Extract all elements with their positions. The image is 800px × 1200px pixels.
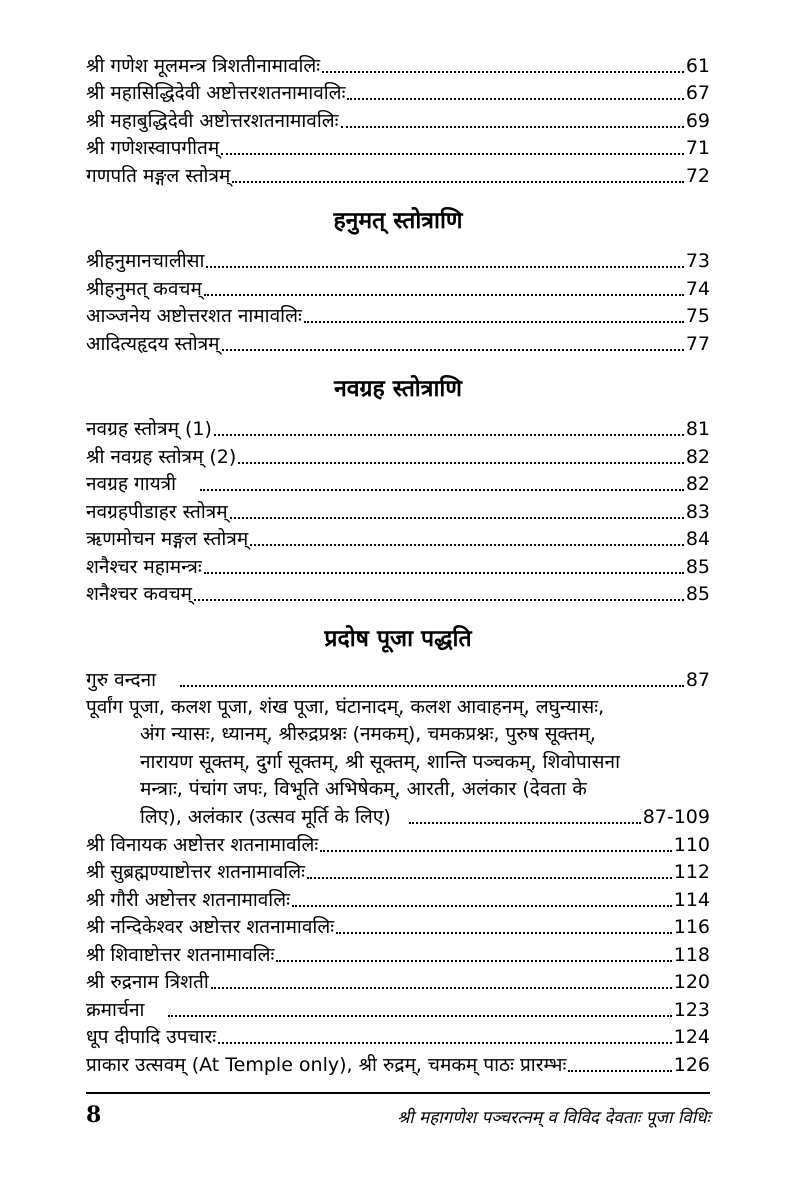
entry-title: श्रीहनुमानचालीसा	[86, 250, 205, 272]
entry-title: श्री विनायक अष्टोत्तर शतनामावलिः	[86, 833, 319, 856]
entry-page: 87-109	[642, 805, 710, 828]
entry-page: 61	[685, 54, 710, 77]
entry-title: प्राकार उत्सवम् (At Temple only), श्री रुद्रम्, चमकम् पाठः प्रारम्भः	[86, 1053, 567, 1076]
toc-entry-multiline[interactable]	[86, 694, 710, 832]
entry-title: श्री गौरी अष्टोत्तर शतनामावलिः	[86, 888, 290, 911]
dot-leader	[204, 294, 684, 296]
entry-page: 112	[673, 861, 710, 883]
entry-page: 67	[685, 82, 710, 104]
dot-leader	[336, 932, 672, 934]
dot-leader	[568, 1070, 671, 1072]
dot-leader	[322, 71, 684, 73]
book-title: श्री महागणेश पञ्चरत्नम् व विविद देवताः पूजा विधिः	[397, 1108, 710, 1128]
toc-entry[interactable]	[86, 303, 710, 331]
dot-leader	[347, 98, 683, 100]
entry-page: 124	[673, 1026, 710, 1048]
entry-page: 116	[673, 916, 710, 938]
entry-line: पूर्वांग पूजा, कलश पूजा, शंख पूजा, घंटानादम्, कलश आवाहनम्, लघुन्यासः,	[86, 695, 605, 718]
entry-line: मन्त्राः, पंचांग जपः, विभूति अभिषेकम्, आरती, अलंकार (देवता के	[140, 778, 587, 800]
section-heading-hanumat: हनुमत् स्तोत्राणि	[333, 207, 463, 234]
toc-entry[interactable]	[86, 1051, 710, 1079]
entry-page: 69	[685, 109, 710, 132]
entry-page: 120	[673, 971, 710, 993]
entry-page: 118	[673, 943, 710, 966]
entry-title: क्रमार्चना	[86, 998, 145, 1021]
toc-entry[interactable]	[86, 831, 710, 859]
toc-entry[interactable]	[86, 275, 710, 303]
dot-leader	[168, 1015, 671, 1017]
entry-line: नारायण सूक्तम्, दुर्गा सूक्तम्, श्री सूक्तम्, शान्ति पञ्चकम्, शिवोपासना	[140, 750, 620, 773]
dot-leader	[230, 517, 684, 519]
toc-entry[interactable]	[86, 553, 710, 581]
dot-leader	[221, 153, 684, 155]
toc-entry[interactable]	[86, 162, 710, 190]
entry-title: श्री गणेशस्वापगीतम्	[86, 137, 220, 159]
entry-title: श्री रुद्रनाम त्रिशती	[86, 971, 209, 993]
dot-leader	[276, 960, 671, 962]
toc-entry[interactable]	[86, 498, 710, 526]
toc-entry[interactable]	[86, 969, 710, 997]
entry-title: आदित्यहृदय स्तोत्रम्	[86, 332, 220, 355]
entry-title: श्री महाबुद्धिदेवी अष्टोत्तरशतनामावलिः	[86, 109, 339, 132]
entry-title: नवग्रह गायत्री	[86, 473, 177, 495]
dot-leader	[341, 126, 684, 128]
toc-entry[interactable]	[86, 526, 710, 554]
dot-leader	[200, 489, 684, 491]
toc-entry[interactable]	[86, 859, 710, 887]
entry-line: अंग न्यासः, ध्यानम्, श्रीरुद्रप्रश्नः (नमकम्), चमकप्रश्नः, पुरुष सूक्तम्,	[140, 723, 596, 745]
dot-leader	[194, 599, 684, 601]
section-heading-pradosha: प्रदोष पूजा पद्धति	[324, 626, 472, 652]
dot-leader	[250, 544, 684, 546]
page-footer	[86, 1092, 710, 1128]
entry-title: नवग्रह स्तोत्रम् (1)	[86, 418, 212, 440]
toc-entry[interactable]	[86, 248, 710, 276]
entry-title: श्री नवग्रह स्तोत्रम् (2)	[86, 445, 237, 468]
toc-entry[interactable]	[86, 135, 710, 163]
dot-leader	[180, 685, 684, 687]
dot-leader	[204, 572, 684, 574]
entry-title: धूप दीपादि उपचारः	[86, 1026, 217, 1048]
dot-leader	[304, 321, 684, 323]
entry-page: 75	[685, 305, 710, 327]
entry-page: 77	[685, 332, 710, 355]
entry-last-line	[86, 804, 710, 832]
toc-entry[interactable]	[86, 666, 710, 694]
entry-title: श्री गणेश मूलमन्त्र त्रिशतीनामावलिः	[86, 54, 321, 77]
toc-entry[interactable]	[86, 581, 710, 609]
entry-page: 81	[685, 418, 710, 440]
entry-title: ऋणमोचन मङ्गल स्तोत्रम्	[86, 528, 249, 550]
toc-entry[interactable]	[86, 80, 710, 108]
toc-entry[interactable]	[86, 1024, 710, 1052]
dot-leader	[214, 434, 684, 436]
entry-page: 72	[685, 164, 710, 187]
entry-title: आञ्जनेय अष्टोत्तरशत नामावलिः	[86, 305, 302, 327]
entry-title: शनैश्चर कवचम्	[86, 583, 192, 605]
entry-page: 82	[685, 445, 710, 468]
entry-title: गणपति मङ्गल स्तोत्रम्	[86, 164, 231, 187]
entry-title: शनैश्चर महामन्त्रः	[86, 555, 202, 578]
entry-page: 82	[685, 473, 710, 495]
toc-entry[interactable]	[86, 471, 710, 499]
entry-title: नवग्रहपीडाहर स्तोत्रम्	[86, 500, 228, 523]
entry-title: गुरु वन्दना	[86, 668, 157, 691]
toc-entry[interactable]	[86, 886, 710, 914]
dot-leader	[320, 850, 672, 852]
entry-page: 123	[673, 998, 710, 1021]
table-of-contents	[86, 52, 710, 1079]
toc-entry[interactable]	[86, 443, 710, 471]
dot-leader	[218, 1042, 672, 1044]
entry-page: 87	[685, 668, 710, 691]
entry-page: 74	[685, 277, 710, 300]
dot-leader	[222, 349, 684, 351]
entry-page: 73	[685, 250, 710, 272]
toc-entry[interactable]	[86, 914, 710, 942]
toc-entry[interactable]	[86, 996, 710, 1024]
entry-title: श्री महासिद्धिदेवी अष्टोत्तरशतनामावलिः	[86, 82, 346, 104]
entry-page: 126	[673, 1053, 710, 1076]
toc-entry[interactable]	[86, 941, 710, 969]
entry-title: श्री शिवाष्टोत्तर शतनामावलिः	[86, 943, 275, 966]
toc-entry[interactable]	[86, 416, 710, 444]
entry-page: 71	[685, 137, 710, 159]
dot-leader	[211, 987, 672, 989]
entry-title: श्री सुब्रह्मण्याष्टोत्तर शतनामावलिः	[86, 861, 305, 883]
entry-title: श्री नन्दिकेश्वर अष्टोत्तर शतनामावलिः	[86, 916, 335, 938]
entry-title: श्रीहनुमत् कवचम्	[86, 277, 202, 300]
entry-page: 84	[685, 528, 710, 550]
dot-leader	[238, 462, 684, 464]
toc-entry[interactable]	[86, 107, 710, 135]
entry-page: 114	[673, 888, 710, 911]
page-number: 8	[86, 1102, 102, 1128]
dot-leader	[292, 905, 672, 907]
toc-entry[interactable]	[86, 52, 710, 80]
dot-leader	[409, 822, 641, 824]
entry-page: 83	[685, 500, 710, 523]
entry-page: 110	[673, 833, 710, 856]
dot-leader	[206, 266, 683, 268]
toc-entry[interactable]	[86, 330, 710, 358]
entry-page: 85	[685, 555, 710, 578]
entry-page: 85	[685, 583, 710, 605]
dot-leader	[232, 181, 683, 183]
dot-leader	[307, 877, 672, 879]
section-heading-navagraha: नवग्रह स्तोत्राणि	[334, 375, 462, 402]
entry-line: लिए), अलंकार (उत्सव मूर्ति के लिए)	[140, 805, 391, 828]
